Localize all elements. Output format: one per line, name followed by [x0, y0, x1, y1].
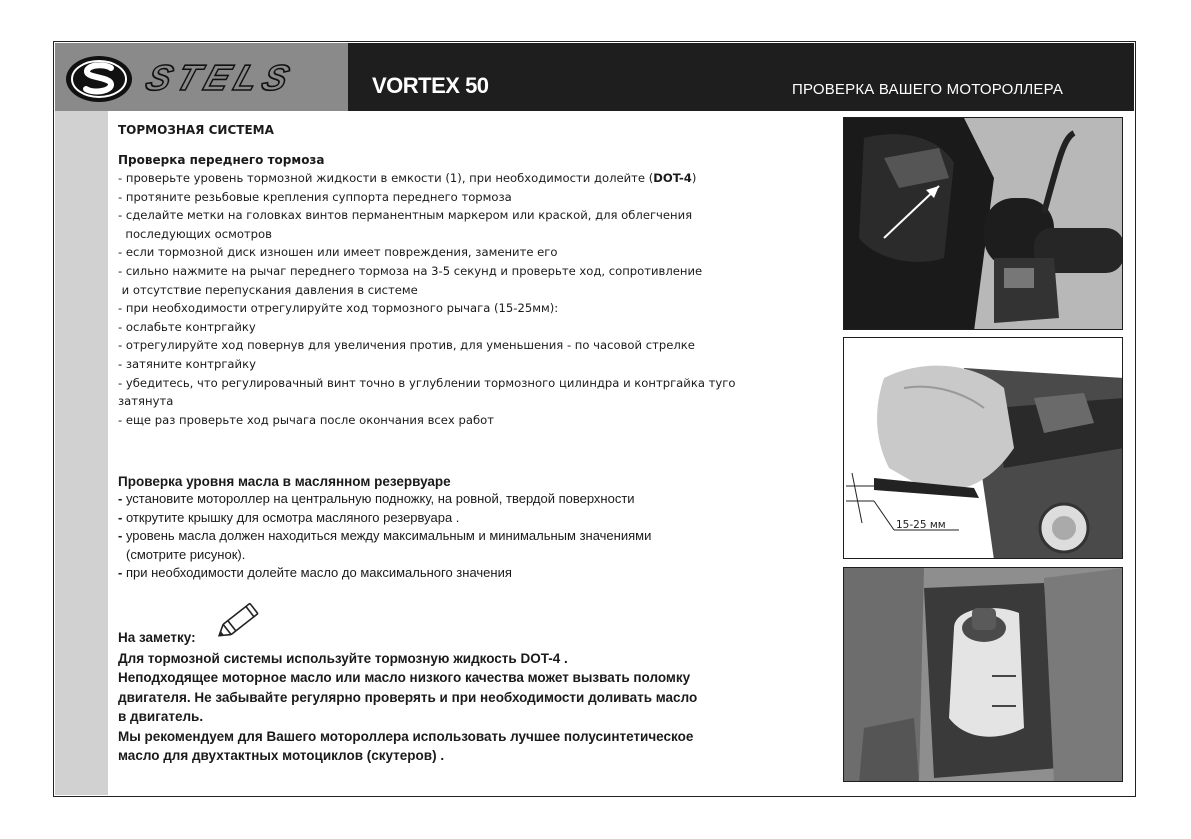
stels-s-logo-icon: [64, 53, 134, 105]
section-title: ПРОВЕРКА ВАШЕГО МОТОРОЛЛЕРА: [792, 81, 1064, 98]
brake-line: - убедитесь, что регулировачный винт точно в углублении тормозного цилиндра и контргайка туго: [118, 375, 736, 390]
brake-instructions: [118, 169, 735, 429]
brake-line: - затяните контргайку: [118, 356, 256, 371]
lever-measurement-label: 15-25 мм: [896, 519, 946, 531]
note-line: Мы рекомендуем для Вашего мотороллера использовать лучшее полусинтетическое: [118, 728, 694, 744]
oil-line: - открутите крышку для осмотра масляного резервуара .: [118, 509, 460, 525]
brake-line: - сделайте метки на головках винтов перманентным маркером или краской, для облегчения: [118, 208, 693, 223]
oil-line: - установите мотороллер на центральную подножку, на ровной, твердой поверхности: [118, 491, 635, 506]
brake-line: - протяните резьбовые крепления суппорта переднего тормоза: [118, 189, 512, 204]
oil-reservoir-photo: [843, 567, 1123, 782]
note-text: [118, 650, 697, 766]
front-brake-heading: Проверка переднего тормоза: [118, 153, 325, 167]
note-line: двигателя. Не забывайте регулярно проверять и при необходимости доливать масло: [118, 689, 698, 705]
oil-line: - уровень масла должен находиться между максимальным и минимальным значениями: [118, 528, 652, 544]
brake-line: - отрегулируйте ход повернув для увеличения против, для уменьшения - по часовой стрелке: [118, 338, 695, 353]
brake-line: - при необходимости отрегулируйте ход тормозного рычага (15-25мм):: [118, 301, 559, 316]
note-heading: На заметку:: [118, 630, 196, 645]
oil-instructions: [118, 490, 651, 583]
brand-wordmark: STELS: [141, 58, 301, 98]
stels-wordmark: [140, 58, 340, 98]
brake-line: и отсутствие перепускания давления в системе: [118, 282, 418, 297]
brake-lever-photo: [843, 337, 1123, 559]
brake-line: последующих осмотров: [118, 226, 272, 241]
model-name: VORTEX 50: [372, 73, 489, 98]
note-line: в двигатель.: [118, 709, 204, 725]
brake-line: - проверьте уровень тормозной жидкости в емкости (1), при необходимости долейте (DOT-4): [118, 171, 697, 185]
side-stripe: [55, 111, 108, 795]
brake-line: - еще раз проверьте ход рычага после окончания всех работ: [118, 412, 494, 427]
oil-line: - при необходимости долейте масло до максимального значения: [118, 565, 512, 581]
oil-line: (смотрите рисунок).: [126, 546, 246, 562]
note-line: масло для двухтактных мотоциклов (скутеров) .: [118, 747, 445, 763]
brake-system-heading: ТОРМОЗНАЯ СИСТЕМА: [118, 123, 274, 137]
brake-line: затянута: [118, 394, 174, 409]
oil-level-heading: Проверка уровня масла в маслянном резервуаре: [118, 474, 451, 489]
brake-line: - если тормозной диск изношен или имеет повреждения, замените его: [118, 245, 558, 260]
note-line: Для тормозной системы используйте тормозную жидкость DOT-4 .: [118, 651, 568, 666]
pencil-icon: [210, 598, 270, 642]
brake-line: - ослабьте контргайку: [118, 319, 256, 334]
brake-reservoir-photo: [843, 117, 1123, 330]
brake-line: - сильно нажмите на рычаг переднего тормоза на 3-5 секунд и проверьте ход, сопротивление: [118, 263, 703, 278]
note-line: Неподходящее моторное масло или масло низкого качества может вызвать поломку: [118, 670, 691, 686]
